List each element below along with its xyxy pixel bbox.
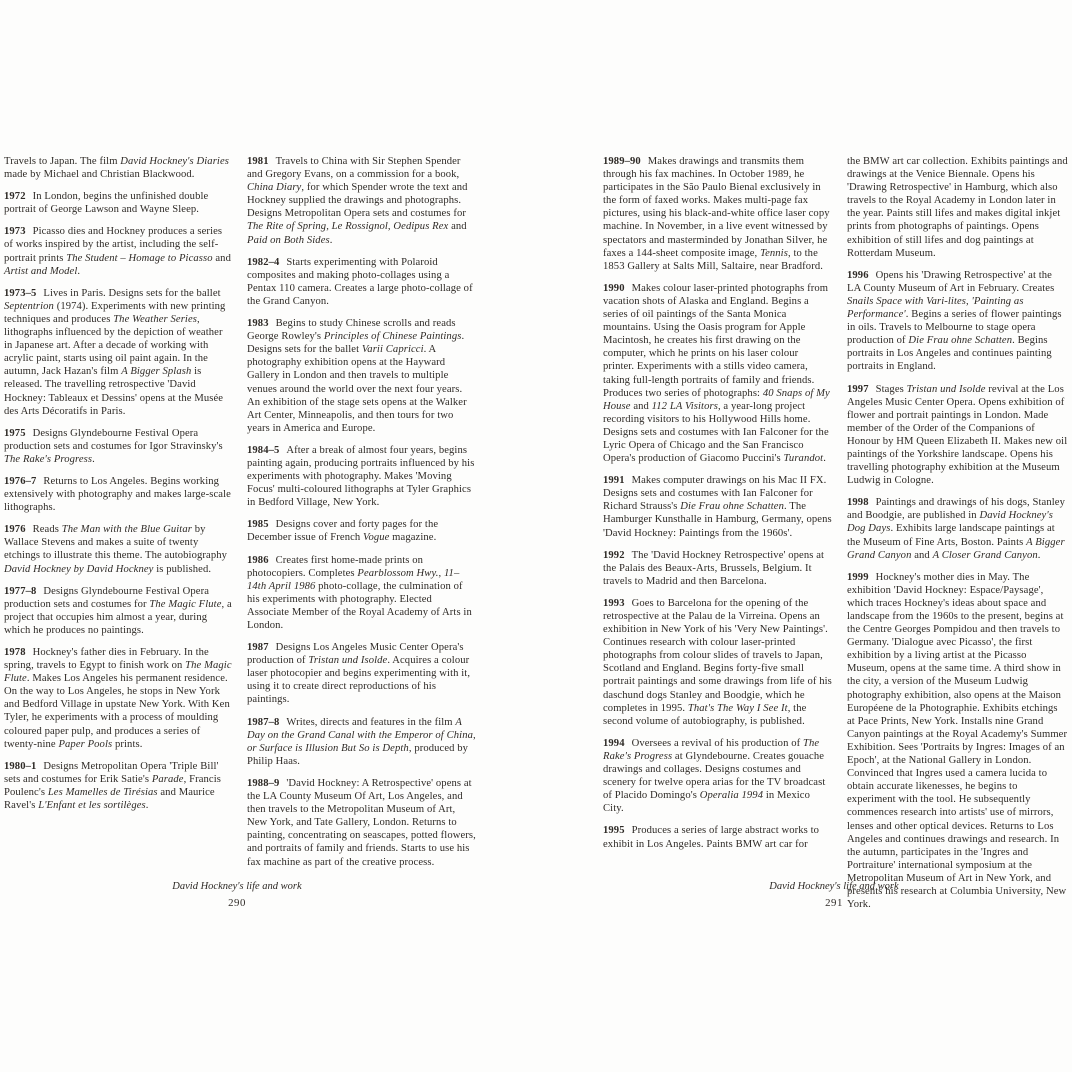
page-290-column-right: [247, 155, 476, 869]
chronology-entry: [247, 518, 476, 544]
entry-text: and: [212, 252, 231, 264]
entry-title-italic: A Closer Grand Canyon: [932, 549, 1038, 561]
chronology-entry: [247, 716, 476, 768]
entry-text: Lives in Paris. Designs sets for the ballet: [43, 287, 221, 299]
entry-text: by Wallace Stevens and makes a suite of twenty etchings to illustrate this theme. The autobiography: [4, 524, 228, 562]
entry-text: Designs Glyndebourne Festival Opera production sets and costumes for: [4, 585, 209, 610]
chronology-entry: [247, 554, 476, 633]
entry-year: 1977–8: [4, 585, 37, 597]
entry-title-italic: Paper Pools: [58, 738, 113, 750]
entry-title-italic: 40 Snaps of My House: [603, 387, 830, 412]
entry-year: 1983: [247, 318, 269, 330]
entry-text: , a project that occupies him almost a year, during which he produces no paintings.: [4, 598, 232, 636]
entry-text: Paintings and drawings of his dogs, Stanley and Boodgie, are published in: [847, 497, 1065, 522]
running-title: David Hockney's life and work: [769, 881, 899, 892]
chronology-entry: [847, 269, 1068, 374]
entry-text: After a break of almost four years, begins painting again, producing portraits influenced by his experiments with photography. Makes 'Moving Focus' multi-coloured lithographs at Tyler Graphics in Bedford Village, New York.: [247, 444, 475, 509]
entry-title-italic: A Bigger Grand Canyon: [847, 536, 1065, 561]
entry-title-italic: David Hockney's Diaries: [120, 156, 229, 167]
entry-year: 1987: [247, 642, 269, 654]
entry-text: Produces a series of large abstract works to exhibit in Los Angeles. Paints BMW art car for: [603, 825, 820, 850]
entry-text: Returns to Los Angeles. Begins working extensively with photography and makes large-scale lithographs.: [4, 475, 231, 514]
chronology-entry: [247, 777, 476, 869]
chronology-entry: [4, 155, 233, 181]
chronology-entry: [4, 646, 233, 751]
entry-text: Creates first home-made prints on photocopiers. Completes: [247, 554, 424, 579]
entry-title-italic: Artist and Model: [4, 265, 78, 277]
entry-year: 1973–5: [4, 287, 37, 299]
entry-text: Reads: [32, 524, 62, 536]
entry-text: .: [1037, 549, 1041, 561]
entry-text: and Maurice Ravel's: [4, 786, 215, 812]
entry-text: , the second volume of autobiography, is published.: [603, 702, 807, 727]
entry-text: . Begins portraits in Los Angeles and continues painting portraits in England.: [847, 335, 1052, 373]
entry-text: , lithographs influenced by the depiction of weather in Japanese art. After a decade of working with acrylic paint, starts using oil paint again. In the autumn, Jack Hazan's film: [4, 313, 223, 378]
entry-title-italic: Tristan und Isolde: [308, 655, 388, 667]
entry-title-italic: The Rake's Progress: [4, 453, 93, 465]
entry-year: 1984–5: [247, 444, 280, 456]
entry-title-italic: A Day on the Grand Canal with the Emperor of China, or Surface is Illusion But So is Depth: [247, 716, 476, 754]
entry-text: , for which Spender wrote the text and Hockney supplied the drawings and photographs. Designs Metropolitan Opera sets and costumes for: [247, 182, 468, 220]
chronology-entry: [603, 597, 832, 728]
entry-text: made by Michael and Christian Blackwood.: [4, 169, 195, 181]
entry-text: Makes drawings and transmits them through his fax machines. In October 1989, he participates in the São Paulo Bienal exclusively in the form of faxed works. Makes multi-page fax pictures, using his black-and-white office laser copy machine. In November, in a live event witnessed by spectators and masterminded by Jonathan Silver, he faxes a 144-sheet composite image,: [603, 156, 830, 259]
entry-text: Makes colour laser-printed photographs from vacation shots of Alaska and England. Begins a series of oil paintings of the Santa Monica mountains. Using the Oasis program for Apple Macintosh, he creates his first drawing on the computer, which he prints on his laser colour printer. Experiments with a stills video camera, taking full-length portraits of family and friends. Produces two series of photographs:: [603, 282, 829, 399]
entry-year: 1981: [247, 156, 269, 167]
entry-text: .: [77, 265, 81, 277]
page-291-column-left: [603, 155, 832, 851]
entry-year: 1987–8: [247, 716, 280, 728]
entry-text: Stages: [875, 383, 907, 395]
chronology-entry: [603, 737, 832, 816]
entry-title-italic: The Magic Flute: [4, 660, 232, 685]
entry-text: in Mexico City.: [603, 790, 810, 815]
chronology-entry: [4, 287, 233, 418]
entry-year: 1976–7: [4, 475, 37, 487]
entry-year: 1995: [603, 825, 625, 837]
chronology-entry: [603, 824, 832, 850]
entry-text: . Makes Los Angeles his permanent residence. On the way to Los Angeles, he stops in New York and Bedford Village in upstate New York. With Ken Tyler, he experiments with a process of moulding coloured paper pulp, and produces a series of twenty-nine: [4, 673, 230, 750]
entry-year: 1973: [4, 226, 26, 238]
entry-year: 1986: [247, 554, 269, 566]
entry-title-italic: The Magic Flute: [149, 598, 222, 610]
entry-text: and: [630, 400, 652, 412]
entry-title-italic: The Rake's Progress: [603, 737, 820, 762]
entry-title-italic: David Hockney by David Hockney: [4, 563, 154, 575]
entry-year: 1996: [847, 269, 869, 281]
entry-text: Writes, directs and features in the film: [286, 716, 456, 728]
entry-title-italic: Operalia 1994: [699, 790, 764, 802]
entry-year: 1997: [847, 383, 869, 395]
entry-title-italic: The Man with the Blue Guitar: [61, 524, 192, 536]
entry-year: 1994: [603, 737, 625, 749]
chronology-entry: [247, 641, 476, 706]
entry-year: 1972: [4, 191, 26, 203]
entry-text: (1974). Experiments with new printing techniques and produces: [4, 300, 226, 325]
entry-text: . Exhibits large landscape paintings at the Museum of Fine Arts, Boston. Paints: [847, 523, 1055, 548]
entry-title-italic: Septentrion: [4, 300, 54, 312]
entry-title-italic: 112 LA Visitors: [651, 400, 718, 412]
entry-title-italic: Tennis: [760, 247, 788, 259]
entry-text: Starts experimenting with Polaroid composites and making photo-collages using a Pentax 110 camera. Creates a large photo-collage of the Grand Canyon.: [247, 256, 473, 307]
entry-text: .: [329, 234, 333, 246]
entry-text: Makes computer drawings on his Mac II FX. Designs sets and costumes with Ian Falconer for Richard Strauss's: [603, 475, 827, 513]
entry-text: , produced by Philip Haas.: [247, 742, 469, 767]
chronology-entry: [603, 282, 832, 465]
entry-year: 1978: [4, 647, 26, 658]
entry-title-italic: Parade: [151, 773, 184, 785]
entry-title-italic: Varii Capricci: [361, 344, 424, 356]
entry-text: Begins to study Chinese scrolls and reads George Rowley's: [247, 318, 456, 343]
entry-title-italic: Paid on Both Sides: [247, 234, 330, 246]
entry-text: Designs cover and forty pages for the December issue of French: [247, 519, 439, 544]
entry-year: 1988–9: [247, 777, 280, 789]
entry-title-italic: Tristan und Isolde: [906, 383, 986, 395]
chronology-entry: [847, 383, 1068, 488]
entry-title-italic: Pearblossom Hwy., 11–14th April 1986: [247, 567, 460, 592]
chronology-entry: [4, 585, 233, 637]
running-title: David Hockney's life and work: [172, 881, 302, 892]
page-291-footer: [704, 879, 964, 911]
entry-text: Picasso dies and Hockney produces a series of works inspired by the artist, including the self-portrait prints: [4, 226, 223, 264]
entry-text: . Begins a series of flower paintings in oils. Travels to Melbourne to stage opera production of: [847, 309, 1062, 347]
entry-text: prints.: [112, 738, 143, 750]
chronology-entry: [247, 444, 476, 509]
chronology-entry: [4, 225, 233, 277]
page-number: 291: [825, 897, 843, 909]
entry-text: In London, begins the unfinished double portrait of George Lawson and Wayne Sleep.: [4, 191, 209, 216]
entry-year: 1982–4: [247, 256, 280, 268]
entry-title-italic: A Bigger Splash: [121, 366, 192, 378]
entry-year: 1989–90: [603, 156, 641, 167]
entry-title-italic: Die Frau ohne Schatten: [680, 501, 784, 513]
entry-text: magazine.: [389, 532, 437, 544]
entry-text: , to the 1853 Gallery at Salts Mill, Saltaire, near Bradford.: [603, 247, 823, 272]
page-number: 290: [228, 897, 246, 909]
entry-text: the BMW art car collection. Exhibits paintings and drawings at the Venice Biennale. Opens his 'Drawing Retrospective' in Hamburg, which also travels to the Royal Academy in London later in the year. Paints still lifes and makes digital inkjet prints from photographs of paintings. Opens exhibition of still lifes and dog paintings at Rotterdam Museum.: [847, 156, 1068, 259]
chronology-entry: [4, 523, 233, 575]
entry-text: .: [145, 800, 149, 812]
entry-title-italic: That's The Way I See It: [687, 702, 788, 714]
chronology-entry: [603, 549, 832, 588]
page-291-column-right: [847, 155, 1068, 911]
entry-text: Opens his 'Drawing Retrospective' at the LA County Museum of Art in February. Creates: [847, 269, 1055, 294]
entry-title-italic: Snails Space with Vari-lites, 'Painting as Performance': [847, 295, 1024, 321]
entry-text: Hockney's father dies in February. In the spring, travels to Egypt to finish work on: [4, 647, 209, 672]
chronology-entry: [247, 155, 476, 247]
entry-title-italic: China Diary: [247, 182, 302, 194]
entry-year: 1980–1: [4, 760, 37, 772]
entry-text: is published.: [153, 563, 212, 575]
entry-text: 'David Hockney: A Retrospective' opens at the LA County Museum Of Art, Los Angeles, and then travels to the Metropolitan Museum of Art, New York, and Tate Gallery, London. Returns to painting, concentrating on seascapes, potted flowers, and portraits of family and friends. Starts to use his fax machine as part of the creative process.: [247, 777, 476, 868]
entry-text: The 'David Hockney Retrospective' opens at the Palais des Beaux-Arts, Brussels, Belgium. It travels to Madrid and then Barcelona.: [603, 549, 825, 587]
entry-text: is released. The travelling retrospective 'David Hockney: Tableaux et Dessins' opens at the Musée des Arts Décoratifs in Paris.: [4, 366, 224, 417]
chronology-entry: [603, 155, 832, 273]
entry-text: Oversees a revival of his production of: [631, 737, 803, 749]
chronology-entry: [847, 496, 1068, 561]
page-290-column-left: [4, 155, 233, 812]
entry-text: .: [92, 453, 95, 465]
entry-year: 1999: [847, 571, 869, 583]
chronology-entry: [4, 760, 233, 812]
entry-text: . Acquires a colour laser photocopier and begins experimenting with it, using it to create direct reproductions of his paintings.: [247, 655, 471, 706]
entry-title-italic: L'Enfant et les sortilèges: [38, 800, 146, 812]
entry-year: 1993: [603, 597, 625, 609]
entry-text: . A photography exhibition opens at the Hayward Gallery in London and then travels to multiple venues around the world over the next four years. An exhibition of the stage sets opens at the Walker Art Center, Minneapolis, and then tours for two years in America and Europe.: [247, 344, 467, 434]
entry-text: Travels to Japan. The film: [4, 156, 121, 167]
entry-year: 1990: [603, 282, 625, 294]
entry-year: 1991: [603, 475, 625, 487]
chronology-entry: [4, 190, 233, 216]
entry-year: 1976: [4, 524, 26, 536]
entry-year: 1998: [847, 497, 869, 509]
chronology-entry: [247, 256, 476, 308]
entry-text: revival at the Los Angeles Music Center Opera. Opens exhibition of flower and portrait paintings in London. Made member of the Order of the Companions of Honour by HM Queen Elizabeth II. Makes new oil paintings of the Yorkshire landscape. Opens his travelling photography exhibition at the Museum Ludwig in Cologne.: [847, 383, 1068, 487]
entry-text: .: [823, 453, 826, 465]
entry-text: , Francis Poulenc's: [4, 773, 221, 798]
entry-text: Designs Metropolitan Opera 'Triple Bill' sets and costumes for Erik Satie's: [4, 760, 219, 785]
entry-title-italic: Die Frau ohne Schatten: [908, 335, 1013, 347]
entry-text: photo-collage, the culmination of his experiments with photography. Elected Associate Member of the Royal Academy of Arts in London.: [247, 580, 472, 631]
entry-text: . Designs sets for the ballet: [247, 331, 465, 356]
chronology-entry: [247, 317, 476, 435]
entry-text: Travels to China with Sir Stephen Spender and Gregory Evans, on a commission for a book,: [247, 156, 461, 181]
entry-title-italic: Turandot: [783, 453, 824, 465]
entry-text: Hockney's mother dies in May. The exhibition 'David Hockney: Espace/Paysage', which traces Hockney's ideas about space and landscape from the 1960s to the present, begins at the Centre Georges Pompidou and then travels to Germany. 'Dialogue avec Picasso', the first exhibition by a living artist at the Picasso Museum, opens at the same time. A third show in the city, a version of the Museum Ludwig photography exhibition, also opens at the Maison Européene de la Photographie. Exhibits etchings at Pace Prints, New York. Installs nine Grand Canyon paintings at the Royal Academy's Summer Exhibition. Sees 'Portraits by Ingres: Images of an Epoch', at the National Gallery in London. Convinced that Ingres used a camera lucida to obtain accurate likenesses, he begins to experiment with the tool. He subsequently commences research into artists' use of mirrors, lenses and other optical devices. Returns to Los Angeles and continues drawings and research. In the autumn, participates in the 'Ingres and Portraiture' international symposium at the Metropolitan Museum of Art in New York, and presents his research at Columbia University, New York.: [847, 571, 1068, 911]
chronology-entry: [4, 475, 233, 514]
entry-text: and: [448, 221, 467, 233]
entry-title-italic: The Rite of Spring, Le Rossignol, Oedipus Rex: [247, 221, 449, 233]
entry-title-italic: Les Mamelles de Tirésias: [47, 786, 158, 798]
entry-text: Designs Glyndebourne Festival Opera production sets and costumes for Igor Stravinsky's: [4, 427, 223, 452]
entry-text: and: [911, 549, 933, 561]
entry-text: at Glyndebourne. Creates gouache drawings and collages. Designs costumes and scenery for twelve opera arias for the TV broadcast of Placido Domingo's: [603, 750, 826, 802]
entry-title-italic: Principles of Chinese Paintings: [323, 331, 462, 343]
entry-year: 1985: [247, 519, 269, 531]
entry-year: 1975: [4, 427, 26, 439]
chronology-entry: [4, 427, 233, 466]
entry-text: Designs Los Angeles Music Center Opera's production of: [247, 642, 464, 667]
chronology-entry: [847, 571, 1068, 911]
entry-year: 1992: [603, 549, 625, 561]
entry-text: Goes to Barcelona for the opening of the retrospective at the Palau de la Virreina. Opens an exhibition in New York of his 'Very New Paintings'. Continues research with colour laser-printed photographs from colour slides of travels to Japan, Scotland and England. Begins forty-five small portrait paintings and some drawings from life of his daschund dogs Stanley and Boodgie, which he completes in 1995.: [603, 597, 832, 714]
entry-text: , a year-long project recording visitors to his Hollywood Hills home. Designs sets and costumes with Ian Falconer for the Lyric Opera of Chicago and the San Francisco Opera's production of Giacomo Puccini's: [603, 400, 829, 465]
entry-title-italic: David Hockney's Dog Days: [847, 510, 1053, 535]
entry-title-italic: Vogue: [363, 532, 390, 544]
entry-title-italic: The Student – Homage to Picasso: [66, 252, 213, 264]
entry-title-italic: The Weather Series: [113, 313, 197, 325]
chronology-entry: [603, 474, 832, 539]
chronology-entry: [847, 155, 1068, 260]
page-290-footer: [107, 879, 367, 911]
entry-text: . The Hamburger Kunsthalle in Hamburg, Germany, opens 'David Hockney: Paintings from the 1960s'.: [603, 501, 832, 539]
